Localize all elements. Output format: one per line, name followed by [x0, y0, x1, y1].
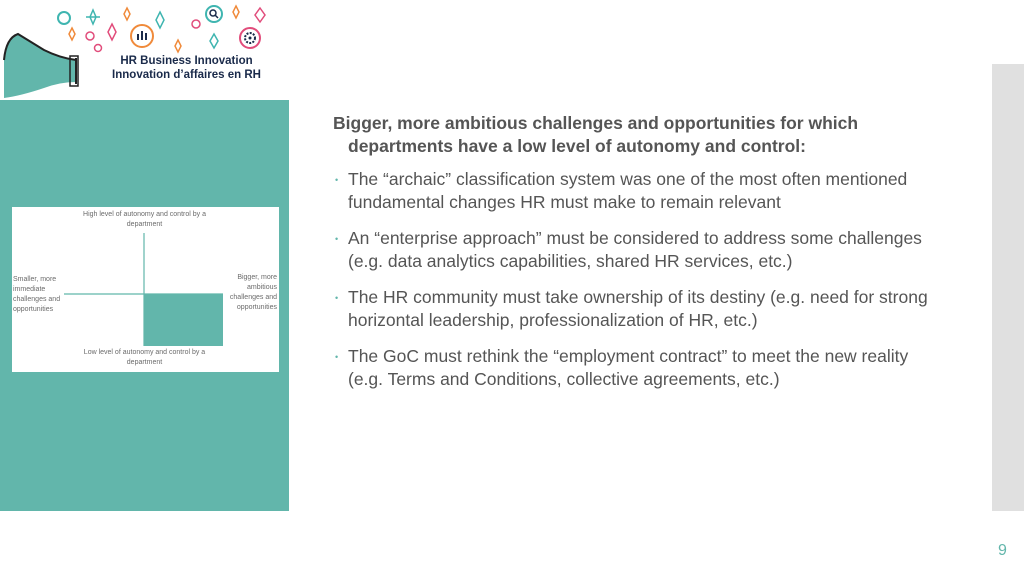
bullet-icon: •	[335, 293, 339, 303]
magnifier-icon	[206, 6, 222, 22]
circle-icon	[192, 20, 200, 28]
circle-icon	[95, 45, 102, 52]
logo-title-fr: Innovation d’affaires en RH	[112, 69, 261, 81]
chart-badge-icon	[131, 25, 153, 47]
bullet-icon: •	[335, 175, 339, 185]
circle-icon	[86, 32, 94, 40]
slide-heading: Bigger, more ambitious challenges and opportunities for which departments have a low level of autonomy and control:	[333, 113, 859, 156]
circle-icon	[58, 12, 70, 24]
flask-icon	[4, 34, 78, 98]
sparkle-icon	[175, 40, 181, 52]
bullet-item	[333, 227, 933, 273]
quadrant-top-label: High level of autonomy and control by a department	[83, 211, 206, 228]
logo-title-en: HR Business Innovation	[120, 55, 253, 67]
page-number: 9	[998, 542, 1007, 559]
gear-icon	[240, 28, 260, 48]
logo-graphic	[0, 0, 289, 100]
sparkle-icon	[156, 12, 164, 28]
bullet-item	[333, 345, 933, 391]
right-sidebar-strip	[992, 64, 1024, 511]
sparkle-icon	[69, 28, 75, 40]
bullet-item	[333, 286, 933, 332]
bullet-text: The “archaic” classification system was one of the most often mentioned fundamental changes HR must make to remain relevant	[348, 169, 908, 212]
sparkle-icon	[124, 8, 130, 20]
bullet-icon: •	[335, 234, 339, 244]
slide-content	[333, 112, 933, 404]
quadrant-bottom-label: Low level of autonomy and control by a department	[83, 349, 206, 366]
sparkle-icon	[108, 24, 116, 40]
bullet-text: The GoC must rethink the “employment contract” to meet the new reality (e.g. Terms and Conditions, collective agreements, etc.)	[348, 346, 909, 389]
bullet-text: The HR community must take ownership of its destiny (e.g. need for strong horizontal leadership, professionalization of HR, etc.)	[348, 287, 928, 330]
sparkle-icon	[210, 34, 218, 48]
bullet-item	[333, 168, 933, 214]
logo	[0, 0, 289, 100]
bullet-icon: •	[335, 352, 339, 362]
sparkle-icon	[255, 8, 265, 22]
bullet-list	[333, 168, 933, 391]
quadrant-right-label: Bigger, more ambitious challenges and opportunities	[229, 274, 277, 311]
highlighted-quadrant	[144, 294, 223, 346]
sparkle-icon	[86, 10, 100, 24]
quadrant-left-label: Smaller, more immediate challenges and opportunities	[13, 276, 61, 313]
autonomy-quadrant-diagram	[12, 207, 279, 372]
bullet-text: An “enterprise approach” must be considered to address some challenges (e.g. data analytics capabilities, shared HR services, etc.)	[348, 228, 922, 271]
sparkle-icon	[233, 6, 239, 18]
